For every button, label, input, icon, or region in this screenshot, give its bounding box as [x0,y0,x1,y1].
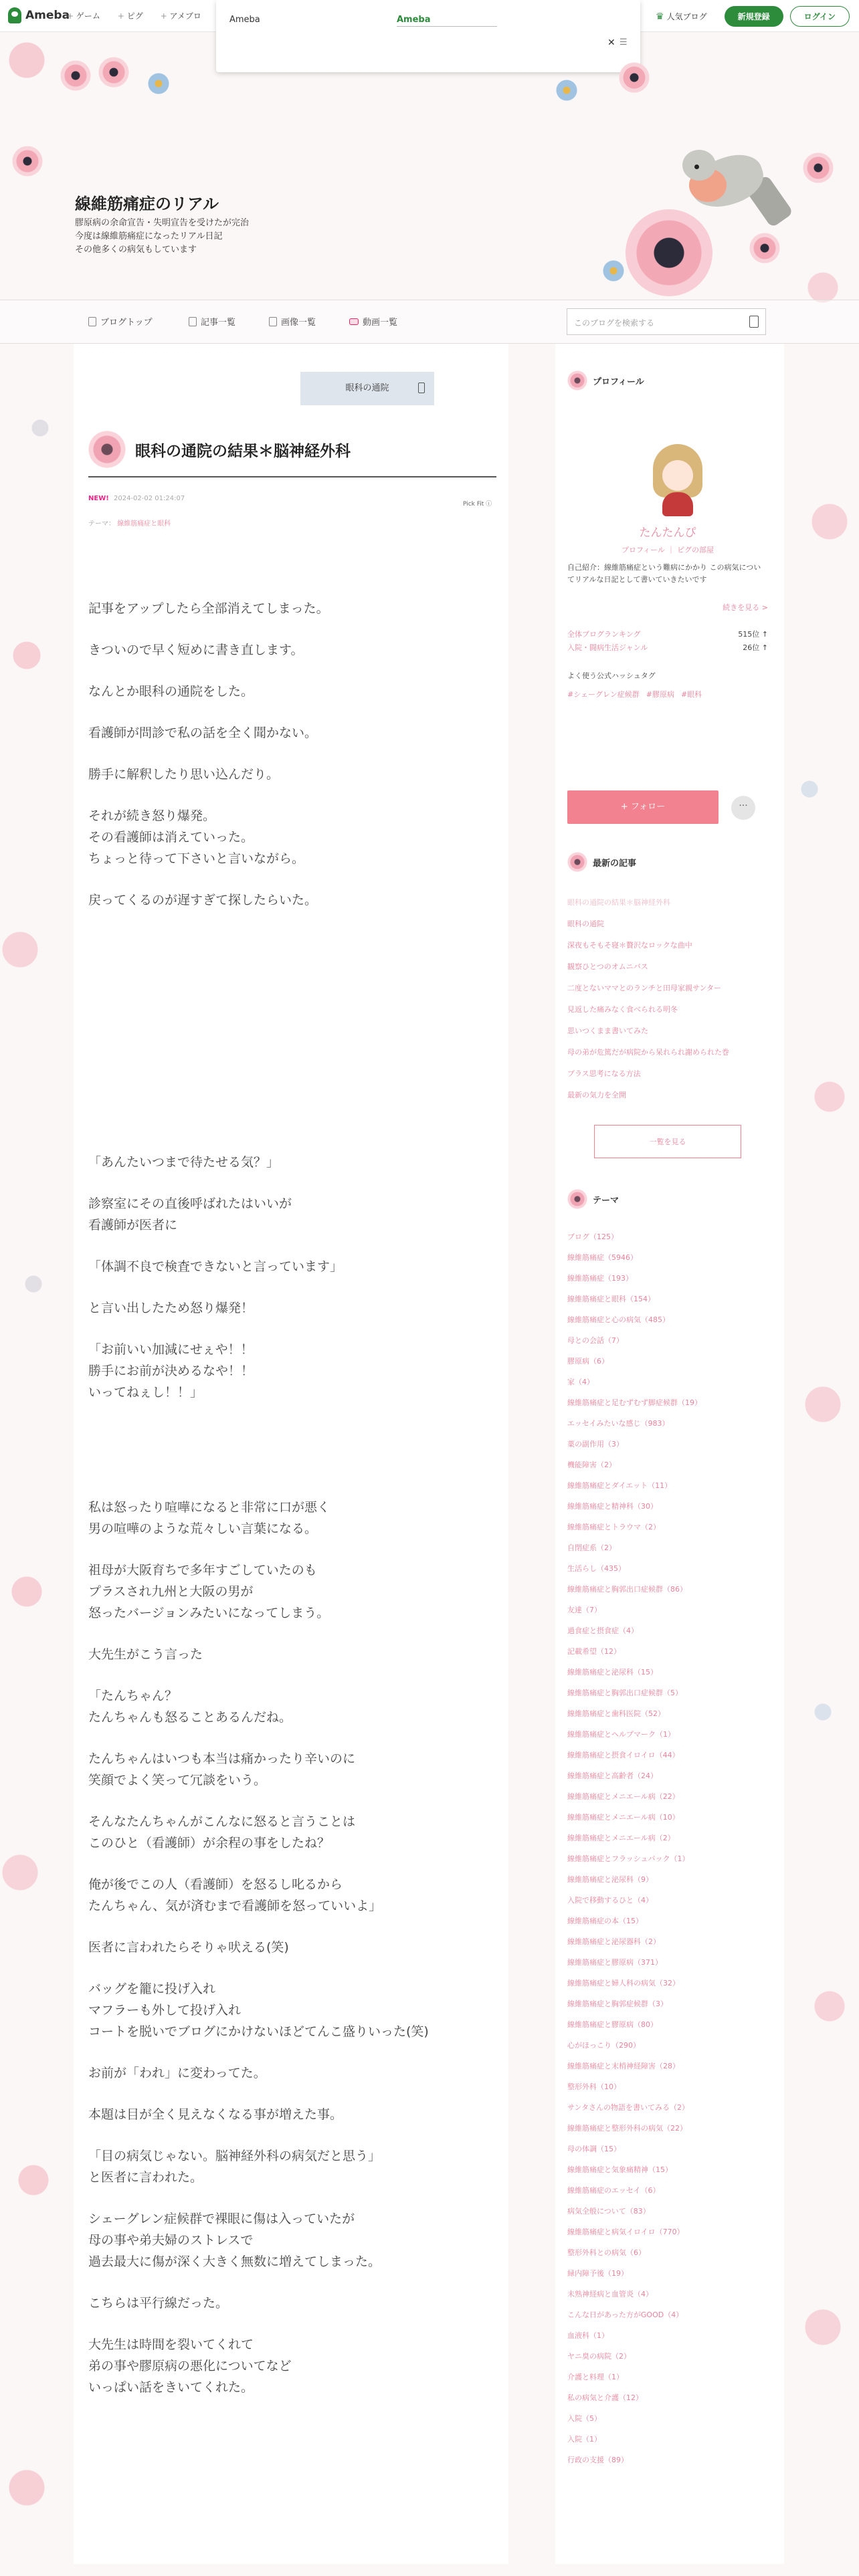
theme-link[interactable]: 記載希望（12） [567,1647,621,1656]
article-paragraph [88,639,503,661]
nav-videos-label: 動画一覧 [363,318,398,328]
article-body [88,598,503,2418]
article-line: 戻ってくるのが遅すぎて探したらいた。 [88,893,318,907]
theme-link[interactable]: 緑内障予後（19） [567,2269,628,2278]
theme-link[interactable]: 機能障害（2） [567,1461,616,1469]
login-button[interactable]: ログイン [790,6,850,27]
category-button[interactable] [300,372,434,405]
theme-link[interactable]: 家（4） [567,1378,594,1386]
recent-article-link[interactable]: 最新の気力を全開 [567,1091,626,1099]
theme-link[interactable]: 入院（5） [567,2414,601,2423]
follow-button[interactable]: + フォロー [567,790,719,824]
article-line: このひと（看護師）が余程の事をしたね？ [88,1836,330,1850]
article-line: と医者に言われた。 [88,2170,203,2185]
nav-articles-label: 記事一覧 [201,318,236,328]
theme-link[interactable]: 私の病気と介護（12） [567,2393,643,2402]
article-paragraph [88,1152,503,1173]
theme-link[interactable]: こんな日があった方がGOOD（4） [567,2311,684,2319]
article-paragraph [88,805,503,869]
article-line: なんとか眼科の通院をした。 [88,684,254,699]
article-line: 「体調不良で検査できないと言っています」 [88,1259,343,1274]
theme-link[interactable]: 線維筋痛症と胸郭出口症候群（5） [567,1689,682,1697]
theme-link[interactable]: 線維筋痛症と泌尿器科（2） [567,1937,660,1946]
theme-link[interactable]: 線維筋痛症とヘルプマーク（1） [567,1730,675,1739]
article-line: コートを脱いでブログにかけないほどてんこ盛りいった(笑) [88,2024,429,2039]
article-line: お前が「われ」に変わってた。 [88,2066,266,2080]
blog-header [0,32,859,300]
themes-heading-wrap [567,1189,768,1209]
search-popup-brand: Ameba [229,15,260,25]
flower-icon [567,852,587,872]
recent-article-link[interactable]: 観察ひとつのオムニバス [567,962,648,971]
nav-images-label: 画像一覧 [281,318,316,328]
article-paragraph [88,889,503,911]
recent-article-link[interactable]: 眼科の通院 [567,920,604,928]
theme-link[interactable]: 整形外科（10） [567,2082,621,2091]
article-line: そんなたんちゃんがこんなに怒ると言うことは [88,1814,356,1829]
theme-link[interactable]: 線維筋痛症とダイエット（11） [567,1481,672,1490]
theme-link[interactable]: 整形外科との病気（6） [567,2248,646,2257]
flower-decoration [147,72,170,95]
article-paragraph [88,1811,503,1854]
nav-videos[interactable] [349,315,397,328]
article-line: たんちゃんはいつも本当は痛かったり辛いのに [88,1751,356,1766]
article-spacer [88,931,503,1152]
article-paragraph [88,2145,503,2188]
main-column [74,344,508,2564]
avatar[interactable] [648,444,708,518]
profile-links[interactable]: プロフィール ｜ ピグの部屋 [622,546,714,554]
blog-description [75,217,249,257]
theme-link[interactable]: ブログ（125） [567,1232,618,1241]
ranking-genre[interactable] [567,642,768,653]
article-line: 私は怒ったり喧嘩になると非常に口が悪く [88,1500,330,1515]
theme-link[interactable]: 線維筋痛症とトラウマ（2） [567,1523,660,1531]
theme-link[interactable]: 血液科（1） [567,2331,609,2340]
nav-images[interactable] [269,315,316,328]
theme-link[interactable]: 行政の支援（89） [567,2456,628,2464]
article-line: きついので早く短めに書き直します。 [88,643,304,657]
recent-article-link[interactable]: 眼科の通院の結果＊脳神経外科 [567,898,670,907]
recent-heading [567,852,768,872]
nav-ameblo[interactable]: + アメブロ [161,10,201,21]
article-paragraph [88,2334,503,2398]
profile-heading [567,370,768,391]
sidebar [555,344,784,2564]
theme-link[interactable]: 線維筋痛症の本（15） [567,1917,643,1925]
hashtag-list [567,689,702,700]
nav-game[interactable]: + ゲーム [67,10,100,21]
theme-link[interactable]: 母との会話（7） [567,1336,624,1345]
blog-title[interactable]: 線維筋痛症のリアル [75,195,219,213]
article-paragraph [88,1978,503,2042]
article-line: 診察室にその直後呼ばれたはいいが [88,1196,292,1211]
flower-decoration [555,79,578,102]
theme-link[interactable]: 未熟神経病と血管炎（4） [567,2290,653,2298]
theme-link[interactable]: 線維筋痛症と精神科（30） [567,1502,658,1511]
article-paragraph [88,681,503,702]
theme-link[interactable]: 線維筋痛症と病気イロイロ（770） [567,2228,684,2236]
article-paragraph [88,1937,503,1958]
theme-link[interactable]: 線維筋痛症と足むずむず脚症候群（19） [567,1398,702,1407]
recent-article-link[interactable]: プラス思考になる方法 [567,1069,641,1078]
popular-blog-link[interactable] [656,11,707,22]
entry-theme [88,518,171,528]
crown-icon: ♛ [656,11,664,22]
article-line: 本題は目が全く見えなくなる事が増えた事。 [88,2107,343,2122]
article-line: 医者に言われたらそりゃ吠える(笑) [88,1940,289,1955]
recent-article-link[interactable]: 二度とないママとのランチと田母家親サンター [567,984,722,992]
article-line: 看護師が医者に [88,1218,178,1232]
entry-date: 2024-02-02 01:24:07 [113,495,185,502]
entry-meta [88,495,185,502]
theme-list [567,1226,768,2470]
see-all-button[interactable]: 一覧を見る [594,1125,741,1158]
article-paragraph [88,722,503,744]
article-paragraph [88,1685,503,1728]
flower-decoration [615,59,653,96]
theme-label: テーマ： [88,520,115,528]
blog-description-line: 膠原病の余命宣告・失明宣告を受けたが完治 [75,218,250,228]
article-paragraph [88,598,503,619]
article-line: それが続き怒り爆発。 [88,809,216,823]
article-paragraph [88,1644,503,1665]
theme-link[interactable]: 線維筋痛症と摂食イロイロ（44） [567,1751,680,1759]
menu-icon[interactable]: ☰ [619,37,628,47]
bookmark-icon [418,383,425,393]
recent-heading-label: 最新の記事 [593,858,637,869]
theme-link[interactable]: 線維筋痛症（193） [567,1274,633,1283]
theme-link[interactable]: ヤニ臭の病院（2） [567,2352,631,2361]
article-line: 笑顔でよく笑って冗談をいう。 [88,1773,267,1788]
article-line: 怒ったバージョンみたいになってしまう。 [88,1606,330,1620]
blog-search-input[interactable] [567,308,766,335]
flower-icon [567,1189,587,1209]
article-paragraph [88,1297,503,1319]
theme-link[interactable]: 線維筋痛症と泌尿科（9） [567,1875,653,1884]
article-line: 男の喧嘩のような荒々しい言葉になる。 [88,1521,318,1536]
article-line: と言い出したため怒り爆発！ [88,1301,254,1315]
ranking-overall-label: 全体ブログランキング [567,630,641,639]
theme-link[interactable]: 線維筋痛症と高齢者（24） [567,1772,658,1780]
article-paragraph [88,2208,503,2272]
theme-link[interactable]: 線維筋痛症と膠原病（371） [567,1958,662,1967]
theme-link[interactable]: 線維筋痛症と末梢神経障害（28） [567,2062,680,2070]
article-line: 「お前いい加減にせぇや！！ [88,1342,254,1357]
article-line: その看護師は消えていった。 [88,830,254,845]
ranking-overall[interactable] [567,629,768,639]
article-paragraph [88,1748,503,1791]
theme-link[interactable]: 友達（7） [567,1606,601,1614]
ranking-overall-value: 515位 ↑ [738,630,768,639]
nav-blog-top-label: ブログトップ [100,318,153,328]
search-icon[interactable] [749,316,759,328]
article-line: たんちゃんも怒ることあるんだね。 [88,1710,292,1725]
profile-name[interactable]: たんたんぴ [639,526,696,540]
article-paragraph [88,2104,503,2125]
flower-decoration [60,60,91,91]
article-line: マフラーも外して投げ入れ [88,2003,242,2018]
article-paragraph [88,1339,503,1403]
recent-article-link[interactable]: 深夜もそもそ寝＊贅沢なロックな曲中 [567,941,692,950]
article-line: たんちゃん、気が済むまで看護師を怒っていいよ」 [88,1899,382,1913]
nav-pigg[interactable]: + ピグ [118,10,143,21]
nav-blog-top[interactable] [88,315,153,328]
theme-link[interactable]: 線維筋痛症と気象痛精神（15） [567,2165,672,2174]
article-line: プラスされ九州と大阪の男が [88,1584,254,1599]
theme-link[interactable]: 線維筋痛症と泌尿科（15） [567,1668,658,1677]
article-line: 大先生がこう言った [88,1647,203,1662]
article-line: 祖母が大阪育ちで多年すごしていたのも [88,1563,317,1578]
recent-article-link[interactable]: 見返した痛みなく食べられる明冬 [567,1005,678,1014]
anemone-illustration [626,209,712,296]
theme-link[interactable]: 病気全般について（83） [567,2207,650,2216]
article-line: いっぱい話をきいてくれた。 [88,2380,254,2395]
recent-heading-wrap [567,852,768,872]
robin-illustration [677,144,777,218]
article-line: 大先生は時間を裂いてくれて [88,2337,254,2352]
theme-link[interactable]: 線維筋痛症と整形外科の病気（22） [567,2124,687,2133]
theme-link[interactable]: 線維筋痛症とメニエール病（10） [567,1813,680,1822]
article-paragraph [88,1560,503,1624]
article-line: ちょっと待って下さいと言いながら。 [88,851,305,866]
theme-link[interactable]: 生活らし（435） [567,1564,626,1573]
nav-articles[interactable] [189,315,235,328]
theme-link[interactable]: 線維筋痛症（5946） [567,1253,638,1262]
register-button[interactable]: 新規登録 [725,6,783,27]
article-line: 「目の病気じゃない。脳神経外科の病気だと思う」 [88,2149,381,2163]
article-line: いってねぇし！！」 [88,1385,203,1400]
hashtag[interactable]: #シェーグレン症候群 [567,690,640,699]
ameba-logo-text: Ameba [25,9,70,22]
article-spacer [88,1423,503,1497]
search-popup-input[interactable]: Ameba [397,15,497,27]
recent-article-link[interactable]: 母の弟が危篤だが病院から呆れられ謝められた巻 [567,1048,729,1057]
theme-link[interactable]: 線維筋痛症と胸郭出口症候群（86） [567,1585,687,1594]
video-icon [349,318,359,325]
flower-decoration [749,233,780,263]
theme-link[interactable]: 線維筋痛症と眼科 [117,520,171,528]
profile-intro: 自己紹介：線維筋痛症という難病にかかり この病気についてリアルな日記として書いていきたいです [567,563,761,584]
theme-link[interactable]: 線維筋痛症と眼科（154） [567,1295,655,1303]
global-nav [67,10,201,21]
article-line: 記事をアップしたら全部消えてしまった。 [88,601,329,616]
article-line: 「たんちゃん？ [88,1689,178,1703]
account-actions [656,6,850,27]
ameba-logo[interactable] [8,7,70,23]
article-paragraph [88,2062,503,2084]
ranking-genre-label: 入院・闘病生活ジャンル [567,643,648,652]
theme-link[interactable]: 母の体調（15） [567,2145,621,2153]
category-label: 眼科の通院 [345,383,389,393]
theme-link[interactable]: 薬の副作用（3） [567,1440,624,1448]
article-paragraph [88,1874,503,1917]
flower-icon [567,370,587,391]
article-paragraph [88,764,503,785]
theme-link[interactable]: 線維筋痛症と胸郭症候群（3） [567,2000,668,2008]
theme-link[interactable]: 線維筋痛症とメニエール病（22） [567,1792,680,1801]
document-icon [189,317,197,326]
theme-link[interactable]: 線維筋痛症と心の病気（485） [567,1315,670,1324]
theme-link[interactable]: エッセイみたいな感じ（983） [567,1419,670,1428]
article-line: 弟の事や膠原病の悪化についてなど [88,2359,292,2373]
article-paragraph [88,2292,503,2314]
close-icon[interactable]: ✕ [607,37,615,48]
article-paragraph [88,1256,503,1277]
theme-link[interactable]: 介護と料理（1） [567,2373,624,2381]
flower-icon [88,431,126,468]
article-line: 勝手に解釈したり思い込んだり。 [88,767,280,782]
theme-link[interactable]: 膠原病（6） [567,1357,609,1366]
blog-description-line: 今度は線維筋痛症になったリアル日記 [75,231,223,241]
flower-decoration [602,259,625,282]
flower-decoration [12,146,43,177]
ranking-genre-value: 26位 ↑ [743,643,768,652]
article-line: バッグを籠に投げ入れ [88,1981,216,1996]
blog-nav [0,300,859,344]
theme-link[interactable]: 線維筋痛症と歯科医院（52） [567,1709,665,1718]
theme-link[interactable]: 線維筋痛症と婦人科の病気（32） [567,1979,680,1988]
profile-more-link[interactable]: 続きを見る > [723,603,768,612]
theme-link[interactable]: 心がほっこり（290） [567,2041,640,2050]
article-line: 「あんたいつまで待たせる気？」 [88,1155,280,1170]
profile-heading-label: プロフィール [593,377,644,387]
hashtag[interactable]: #膠原病 [646,690,674,699]
home-icon [88,317,96,326]
article-line: こちらは平行線だった。 [88,2296,229,2311]
entry-header [88,431,496,477]
ameba-logo-icon [8,7,21,23]
theme-link[interactable]: 入院（1） [567,2435,601,2444]
article-paragraph [88,1193,503,1236]
theme-link[interactable]: 入院で移動するひと（4） [567,1896,653,1905]
blog-search-placeholder: このブログを検索する [574,318,655,328]
themes-heading [567,1189,768,1209]
article-line: 看護師が問診で私の話を全く聞かない。 [88,726,318,740]
hashtags-label: よく使う公式ハッシュタグ [567,671,656,680]
article-paragraph [88,1497,503,1539]
new-badge: NEW! [88,495,109,502]
theme-link[interactable]: 線維筋痛症とフラッシュバック（1） [567,1854,690,1863]
hashtag[interactable]: #眼科 [680,690,702,699]
recent-list [567,892,768,1106]
theme-link[interactable]: 過食症と摂食症（4） [567,1626,638,1635]
popular-blog-label: 人気ブログ [666,12,707,21]
theme-link[interactable]: サンタさんの物語を書いてみる（2） [567,2103,690,2112]
more-options-button[interactable]: ··· [731,796,755,820]
article-line: 過去最大に傷が深く大きく無数に増えてしまった。 [88,2254,381,2269]
pickfit-badge[interactable]: Pick Fit ⓘ [463,501,492,508]
blog-description-line: その他多くの病気もしています [75,245,197,255]
recent-article-link[interactable]: 思いつくまま書いてみた [567,1027,648,1035]
theme-link[interactable]: 自閉症系（2） [567,1543,616,1552]
article-line: シェーグレン症候群で裸眼に傷は入っていたが [88,2212,355,2226]
theme-link[interactable]: 線維筋痛症のエッセイ（6） [567,2186,660,2195]
article-line: 勝手にお前が決めるなや！！ [88,1364,254,1378]
theme-link[interactable]: 線維筋痛症とメニエール病（2） [567,1834,675,1842]
article-line: 母の事や弟夫婦のストレスで [88,2233,254,2248]
themes-heading-label: テーマ [593,1195,619,1206]
article-line: 俺が後でこの人（看護師）を怒るし叱るから [88,1877,343,1892]
image-icon [269,317,277,326]
profile-section [567,370,768,839]
theme-link[interactable]: 線維筋痛症と膠原病（80） [567,2020,658,2029]
entry-title[interactable]: 眼科の通院の結果＊脳神経外科 [135,442,351,460]
flower-decoration [803,152,834,183]
flower-decoration [94,52,134,92]
